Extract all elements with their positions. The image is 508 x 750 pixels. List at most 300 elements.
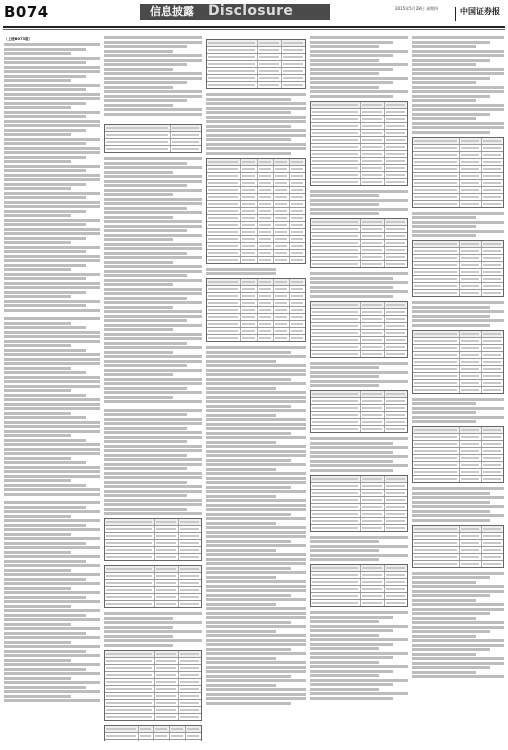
table-cell <box>207 54 258 60</box>
text-line <box>412 639 504 642</box>
text-line <box>310 286 393 289</box>
table-cell <box>385 490 407 496</box>
table-cell <box>179 707 201 713</box>
table-cell <box>460 262 482 268</box>
table-cell <box>290 321 305 327</box>
text-line <box>104 508 187 511</box>
table-row <box>311 233 407 240</box>
text-line <box>310 545 408 548</box>
text-line <box>310 460 393 463</box>
table-cell <box>413 145 460 151</box>
text-line <box>104 351 173 354</box>
table-cell <box>258 250 274 256</box>
text-line <box>310 272 408 275</box>
text-line <box>4 228 100 231</box>
table-row <box>105 547 201 554</box>
text-line <box>4 448 100 451</box>
table-cell <box>258 47 282 53</box>
text-line <box>4 618 100 621</box>
text-line <box>4 614 86 617</box>
text-line <box>412 519 490 522</box>
text-line <box>206 634 306 637</box>
table-cell <box>155 519 178 525</box>
table-cell <box>241 279 257 285</box>
text-line <box>4 537 100 540</box>
text-line <box>412 581 476 584</box>
table-cell <box>258 180 274 186</box>
table-cell <box>482 373 503 379</box>
text-line <box>104 193 173 196</box>
text-line <box>206 405 291 408</box>
table-cell <box>179 573 201 579</box>
text-line <box>104 463 202 466</box>
table-row <box>105 573 201 580</box>
table-row <box>413 159 503 166</box>
table-cell <box>105 125 171 131</box>
table-cell <box>361 483 384 489</box>
table-cell <box>241 201 257 207</box>
text-line <box>4 93 100 96</box>
text-line <box>4 111 100 114</box>
table-cell <box>290 300 305 306</box>
table-cell <box>460 255 482 261</box>
table-cell <box>155 658 178 664</box>
text-line <box>4 326 86 329</box>
table-cell <box>155 665 178 671</box>
table-cell <box>241 335 257 341</box>
table-cell <box>186 733 201 739</box>
table-cell <box>207 215 241 221</box>
table-cell <box>385 247 407 253</box>
table-cell <box>207 82 258 88</box>
text-line <box>4 142 86 145</box>
text-line <box>206 111 291 114</box>
table-cell <box>482 554 503 560</box>
table-cell <box>385 226 407 232</box>
table-cell <box>155 573 178 579</box>
text-line <box>4 528 100 531</box>
table-cell <box>482 276 503 282</box>
text-line <box>412 653 476 656</box>
table-cell <box>413 201 460 207</box>
table-row <box>413 194 503 201</box>
text-line <box>4 551 71 554</box>
table-cell <box>413 166 460 172</box>
text-line <box>104 319 187 322</box>
text-line <box>206 576 276 579</box>
table-cell <box>290 222 305 228</box>
table-cell <box>385 151 407 157</box>
table-cell <box>482 441 503 447</box>
table-row <box>311 511 407 518</box>
table-cell <box>171 139 201 145</box>
text-line <box>310 77 408 80</box>
table-cell <box>311 219 361 225</box>
table-cell <box>274 328 290 334</box>
table-row <box>413 469 503 476</box>
text-line <box>4 214 71 217</box>
table-cell <box>385 165 407 171</box>
text-line <box>4 421 100 424</box>
table-row <box>207 82 305 88</box>
text-line <box>104 279 202 282</box>
text-line <box>104 54 202 57</box>
text-line <box>4 147 100 150</box>
table-cell <box>413 283 460 289</box>
text-line <box>310 674 379 677</box>
text-line <box>310 63 408 66</box>
table-cell <box>460 145 482 151</box>
text-line <box>412 407 504 410</box>
text-line <box>206 373 306 376</box>
table-cell <box>274 159 290 165</box>
table-row <box>207 47 305 54</box>
table-cell <box>311 102 361 108</box>
text-line <box>104 315 202 318</box>
text-line <box>104 617 173 620</box>
text-line <box>310 362 408 365</box>
table-row <box>413 476 503 482</box>
table-row <box>105 526 201 533</box>
table-cell <box>274 250 290 256</box>
text-line <box>412 104 504 107</box>
text-line <box>4 533 71 536</box>
table-cell <box>207 201 241 207</box>
table-cell <box>179 554 201 560</box>
table-cell <box>311 309 361 315</box>
table-cell <box>413 366 460 372</box>
table-row <box>105 658 201 665</box>
table-cell <box>311 330 361 336</box>
table-cell <box>361 123 384 129</box>
text-line <box>206 472 306 475</box>
table-cell <box>207 257 241 263</box>
table-cell <box>413 345 460 351</box>
text-line <box>412 657 504 660</box>
text-line <box>310 384 379 387</box>
text-line <box>206 445 306 448</box>
table-row <box>105 651 201 658</box>
table-row <box>105 533 201 540</box>
text-line <box>4 169 86 172</box>
table-cell <box>155 566 178 572</box>
text-line <box>206 558 306 561</box>
table-cell <box>361 476 384 482</box>
table-cell <box>274 222 290 228</box>
table-row <box>413 427 503 434</box>
text-line <box>104 396 173 399</box>
table-row <box>207 286 305 293</box>
table-cell <box>385 419 407 425</box>
text-line <box>412 45 476 48</box>
table-cell <box>385 525 407 531</box>
text-line <box>412 90 504 93</box>
text-line <box>104 499 202 502</box>
table-cell <box>482 469 503 475</box>
table-cell <box>105 601 155 607</box>
text-line <box>412 234 476 237</box>
table-row <box>413 526 503 533</box>
text-line <box>310 212 379 215</box>
table-cell <box>207 159 241 165</box>
text-line <box>104 369 202 372</box>
table-row <box>413 145 503 152</box>
table-row <box>207 75 305 82</box>
text-line <box>4 138 100 141</box>
text-line <box>104 400 202 403</box>
table-cell <box>482 359 503 365</box>
table-cell <box>385 344 407 350</box>
table-cell <box>460 345 482 351</box>
text-line <box>310 638 408 641</box>
text-line <box>206 531 306 534</box>
text-line <box>104 189 202 192</box>
table-cell <box>105 594 155 600</box>
text-line <box>310 95 393 98</box>
text-line <box>4 510 100 513</box>
table-cell <box>207 314 241 320</box>
text-line <box>412 612 490 615</box>
text-line <box>412 505 504 508</box>
text-line <box>4 61 86 64</box>
text-line <box>4 273 100 276</box>
table-cell <box>258 279 274 285</box>
table-cell <box>105 665 155 671</box>
table-cell <box>290 201 305 207</box>
text-line <box>310 190 408 193</box>
table-row <box>311 247 407 254</box>
table-cell <box>460 455 482 461</box>
table-cell <box>311 337 361 343</box>
table-cell <box>460 469 482 475</box>
text-line <box>4 425 100 428</box>
table-cell <box>413 387 460 393</box>
table-cell <box>413 187 460 193</box>
table-row <box>413 547 503 554</box>
text-line <box>412 77 490 80</box>
text-line <box>104 449 202 452</box>
text-line <box>4 317 100 320</box>
text-line <box>4 48 86 51</box>
text-line <box>206 589 306 592</box>
text-line <box>4 430 100 433</box>
table-cell <box>413 352 460 358</box>
table-cell <box>290 279 305 285</box>
text-line <box>4 335 100 338</box>
text-line <box>206 120 306 123</box>
table-cell <box>105 679 155 685</box>
table-cell <box>385 426 407 432</box>
table-row <box>311 337 407 344</box>
table-cell <box>155 672 178 678</box>
table-cell <box>482 262 503 268</box>
table-cell <box>207 250 241 256</box>
text-line <box>310 661 379 664</box>
table-row <box>413 533 503 540</box>
data-table <box>412 137 504 208</box>
table-cell <box>207 236 241 242</box>
table-cell <box>413 262 460 268</box>
table-cell <box>385 137 407 143</box>
text-line <box>104 422 202 425</box>
table-cell <box>311 405 361 411</box>
section-title-cn: 信息披露 <box>150 5 194 18</box>
table-cell <box>207 75 258 81</box>
text-line <box>104 310 202 313</box>
table-row <box>413 554 503 561</box>
table-row <box>311 172 407 179</box>
table-cell <box>482 366 503 372</box>
table-cell <box>311 412 361 418</box>
table-cell <box>361 426 384 432</box>
text-line <box>412 324 490 327</box>
table-cell <box>155 540 178 546</box>
table-cell <box>290 187 305 193</box>
table-cell <box>385 412 407 418</box>
table-cell <box>258 159 274 165</box>
table-cell <box>171 132 201 138</box>
text-line <box>104 229 187 232</box>
table-cell <box>482 187 503 193</box>
text-line <box>104 36 202 39</box>
table-cell <box>105 580 155 586</box>
table-cell <box>311 497 361 503</box>
text-line <box>4 564 100 567</box>
text-line <box>206 499 306 502</box>
table-row <box>207 61 305 68</box>
text-line <box>104 378 202 381</box>
table-cell <box>105 587 155 593</box>
table-cell <box>258 257 274 263</box>
table-cell <box>413 269 460 275</box>
table-cell <box>361 525 384 531</box>
table-cell <box>413 427 460 433</box>
table-cell <box>385 579 407 585</box>
table-cell <box>311 316 361 322</box>
table-cell <box>170 733 186 739</box>
text-line <box>4 187 71 190</box>
table-cell <box>241 300 257 306</box>
table-cell <box>460 290 482 296</box>
text-line <box>412 319 504 322</box>
text-line <box>310 616 393 619</box>
table-cell <box>179 693 201 699</box>
table-cell <box>274 229 290 235</box>
table-row <box>311 130 407 137</box>
text-line <box>412 644 504 647</box>
table-cell <box>413 561 460 567</box>
text-line <box>104 431 202 434</box>
text-line <box>104 467 187 470</box>
text-line <box>412 608 504 611</box>
text-column-1 <box>4 36 100 741</box>
text-line <box>4 205 100 208</box>
text-line <box>310 540 379 543</box>
text-line <box>4 268 71 271</box>
table-cell <box>361 351 384 357</box>
text-line <box>206 688 306 691</box>
table-cell <box>385 497 407 503</box>
text-line <box>104 612 202 615</box>
table-row <box>207 229 305 236</box>
text-line <box>4 690 100 693</box>
text-line <box>206 396 306 399</box>
table-cell <box>179 594 201 600</box>
table-row <box>105 594 201 601</box>
table-cell <box>361 172 384 178</box>
text-line <box>104 261 173 264</box>
table-row <box>413 455 503 462</box>
text-line <box>4 70 100 73</box>
text-line <box>310 41 393 44</box>
table-cell <box>241 307 257 313</box>
text-line <box>104 243 202 246</box>
table-cell <box>179 601 201 607</box>
table-cell <box>482 380 503 386</box>
table-cell <box>361 497 384 503</box>
text-line <box>4 695 71 698</box>
table-cell <box>361 398 384 404</box>
table-cell <box>460 533 482 539</box>
text-line <box>4 151 100 154</box>
text-line <box>206 481 306 484</box>
text-line <box>4 605 71 608</box>
text-line <box>4 102 86 105</box>
text-line <box>4 484 86 487</box>
text-line <box>4 286 100 289</box>
text-line <box>104 512 202 515</box>
table-cell <box>105 146 171 152</box>
text-line <box>104 256 202 259</box>
table-cell <box>171 125 201 131</box>
header-rule-thin <box>3 29 505 30</box>
text-line <box>104 113 202 116</box>
text-line <box>412 95 490 98</box>
text-line <box>412 487 504 490</box>
continued-heading: （上接B073版） <box>4 37 33 41</box>
text-line <box>104 324 202 327</box>
table-cell <box>413 554 460 560</box>
text-line <box>104 485 202 488</box>
text-line <box>206 508 306 511</box>
text-line <box>412 131 490 134</box>
text-line <box>4 609 100 612</box>
table-row <box>105 686 201 693</box>
text-line <box>104 292 202 295</box>
text-line <box>206 272 276 275</box>
table-cell <box>241 229 257 235</box>
text-line <box>310 442 393 445</box>
text-line <box>412 585 504 588</box>
table-cell <box>311 226 361 232</box>
table-cell <box>361 137 384 143</box>
table-cell <box>179 526 201 532</box>
text-line <box>4 398 100 401</box>
table-row <box>311 490 407 497</box>
table-row <box>105 519 201 526</box>
text-line <box>206 549 276 552</box>
text-line <box>206 107 306 110</box>
text-line <box>104 621 202 624</box>
text-line <box>4 659 71 662</box>
table-cell <box>361 247 384 253</box>
text-line <box>412 63 476 66</box>
table-cell <box>274 321 290 327</box>
text-line <box>310 625 408 628</box>
text-line <box>310 81 393 84</box>
table-cell <box>139 726 155 732</box>
table-cell <box>241 173 257 179</box>
